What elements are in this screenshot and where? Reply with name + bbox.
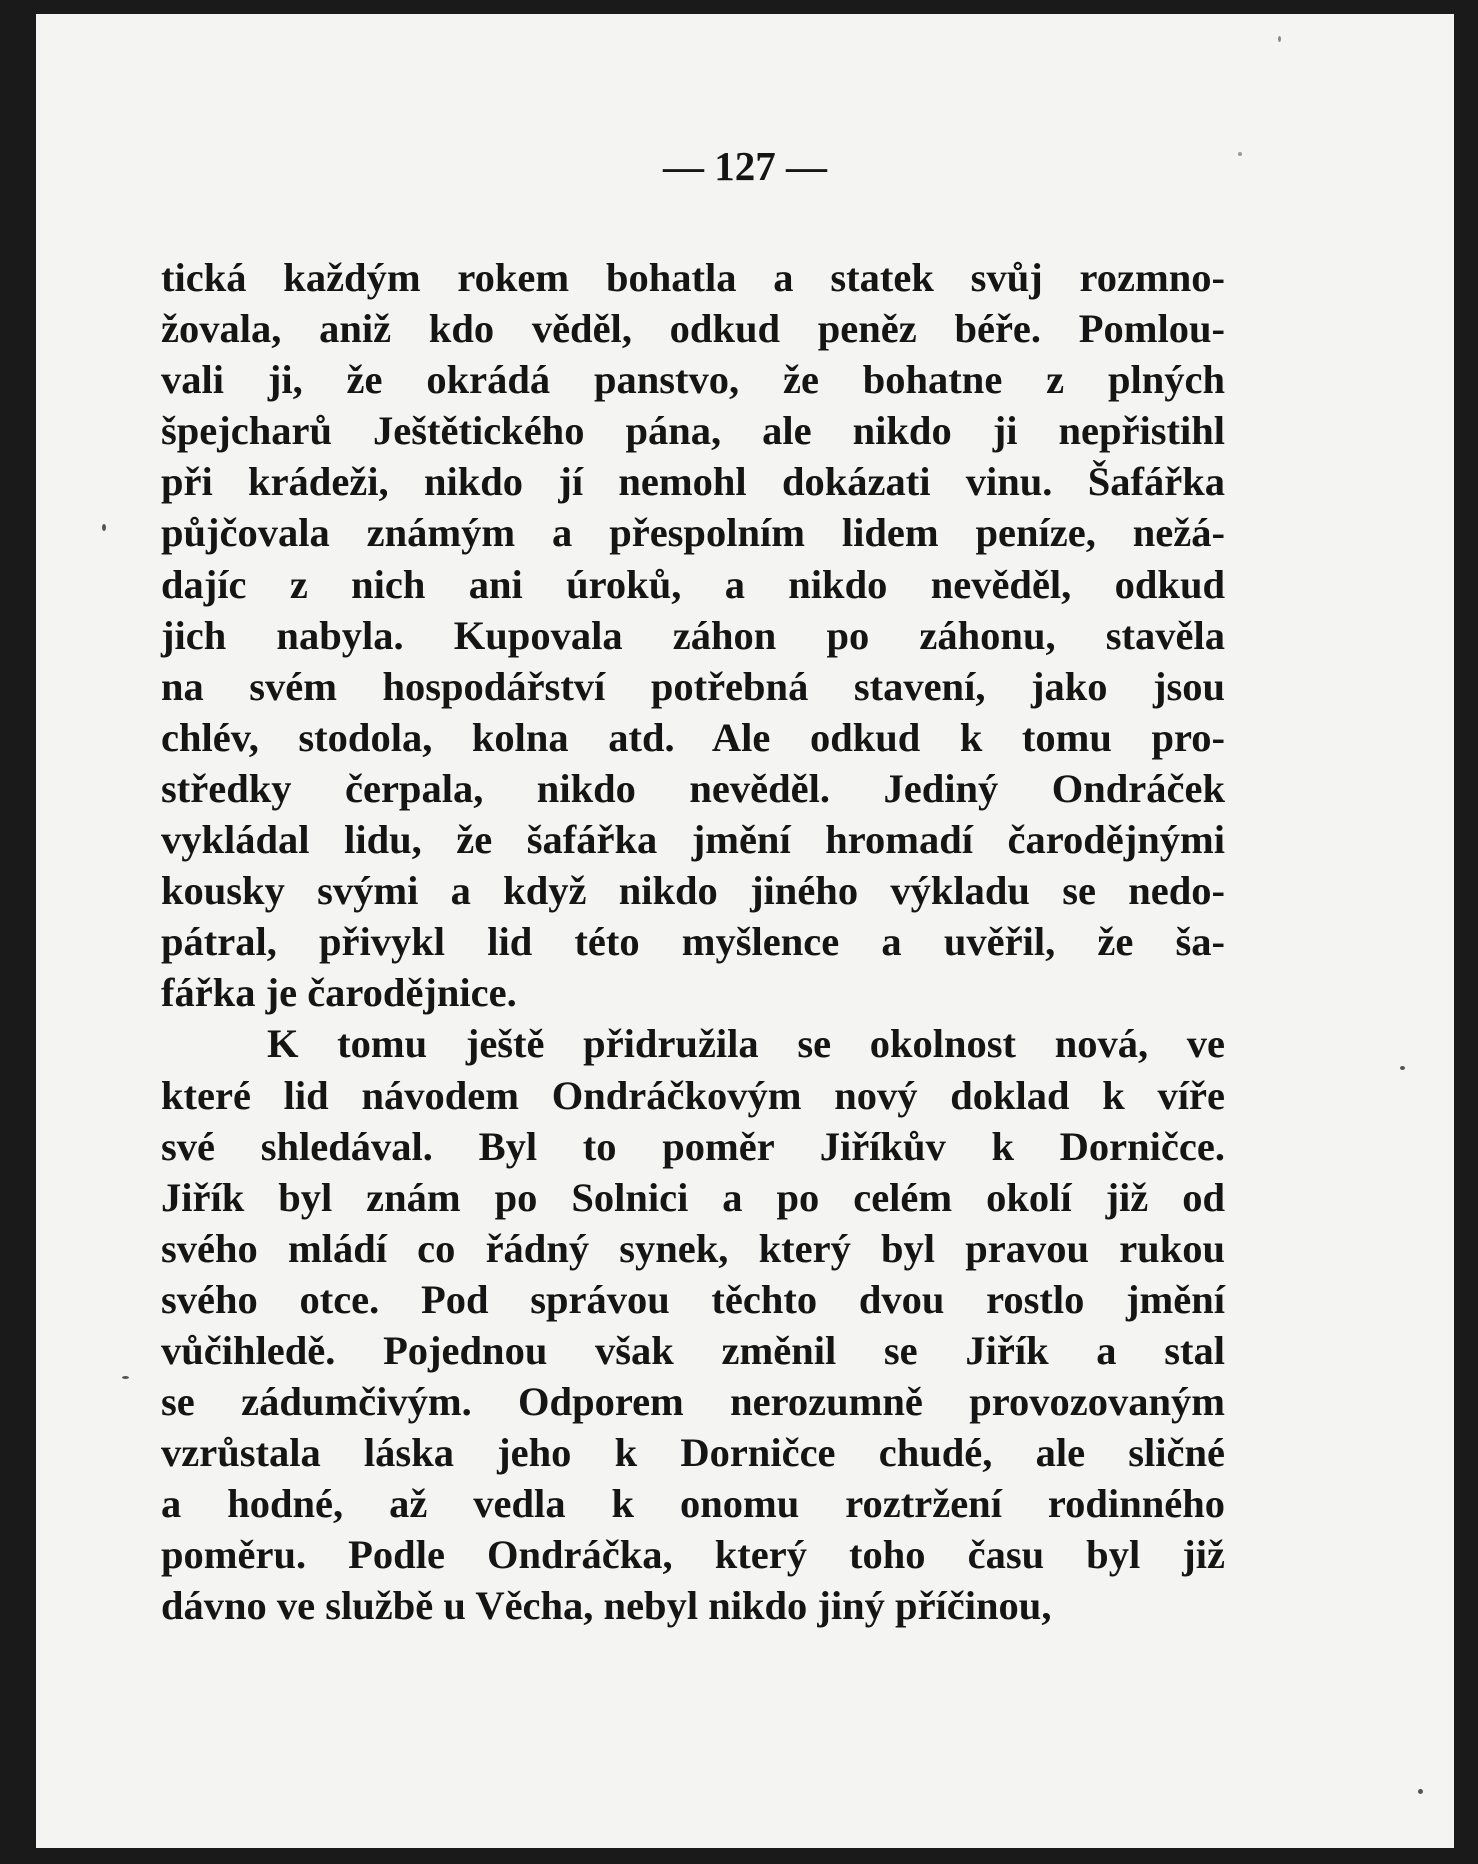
- text-line: žovala, aniž kdo věděl, odkud peněz béře. Pomlou-: [161, 306, 1225, 352]
- text-line: na svém hospodářství potřebná stavení, jako jsou: [161, 663, 1225, 709]
- scan-speck: [1278, 36, 1281, 42]
- scan-speck: [1400, 1066, 1405, 1070]
- text-line: pátral, přivykl lid této myšlence a uvěřil, že ša-: [161, 919, 1225, 965]
- text-line: půjčovala známým a přespolním lidem peníze, nežá-: [161, 510, 1225, 556]
- text-line: dajíc z nich ani úroků, a nikdo nevěděl, odkud: [161, 561, 1225, 607]
- text-line: a hodné, až vedla k onomu roztržení rodinného: [161, 1481, 1225, 1527]
- scan-speck: [1238, 152, 1242, 156]
- text-line: špejcharů Ještětického pána, ale nikdo ji nepřistihl: [161, 408, 1225, 454]
- book-page: [36, 14, 1454, 1848]
- text-line: fářka je čarodějnice.: [161, 970, 517, 1016]
- scan-speck: [1418, 1789, 1423, 1794]
- text-line: při krádeži, nikdo jí nemohl dokázati vinu. Šafářka: [161, 459, 1225, 505]
- body-text: [161, 252, 1225, 1632]
- text-line: K tomu ještě přidružila se okolnost nová, ve: [267, 1021, 1225, 1067]
- text-line: vůčihledě. Pojednou však změnil se Jiřík a stal: [161, 1327, 1225, 1373]
- text-line: chlév, stodola, kolna atd. Ale odkud k tomu pro-: [161, 714, 1225, 760]
- text-line: poměru. Podle Ondráčka, který toho času byl již: [161, 1532, 1225, 1578]
- page-number: — 127 —: [663, 143, 827, 189]
- text-line: vzrůstala láska jeho k Dorničce chudé, ale sličné: [161, 1430, 1225, 1476]
- text-line: kousky svými a když nikdo jiného výkladu se nedo-: [161, 868, 1225, 914]
- text-line: vali ji, že okrádá panstvo, že bohatne z plných: [161, 357, 1225, 403]
- text-line: svého mládí co řádný synek, který byl pravou rukou: [161, 1225, 1225, 1271]
- text-line: středky čerpala, nikdo nevěděl. Jediný Ondráček: [161, 765, 1225, 811]
- text-line: se zádumčivým. Odporem nerozumně provozovaným: [161, 1379, 1225, 1425]
- text-line: které lid návodem Ondráčkovým nový doklad k víře: [161, 1072, 1225, 1118]
- scan-speck: [122, 1376, 129, 1379]
- text-line: tická každým rokem bohatla a statek svůj rozmno-: [161, 255, 1225, 300]
- text-line: vykládal lidu, že šafářka jmění hromadí čarodějnými: [161, 817, 1225, 863]
- text-line: Jiřík byl znám po Solnici a po celém okolí již od: [161, 1174, 1225, 1220]
- text-line: jich nabyla. Kupovala záhon po záhonu, stavěla: [161, 612, 1225, 658]
- text-line: dávno ve službě u Věcha, nebyl nikdo jiný příčinou,: [161, 1583, 1052, 1629]
- scan-speck: [102, 524, 106, 531]
- text-line: své shledával. Byl to poměr Jiříkův k Dorničce.: [161, 1123, 1225, 1169]
- text-line: svého otce. Pod správou těchto dvou rostlo jmění: [161, 1276, 1225, 1322]
